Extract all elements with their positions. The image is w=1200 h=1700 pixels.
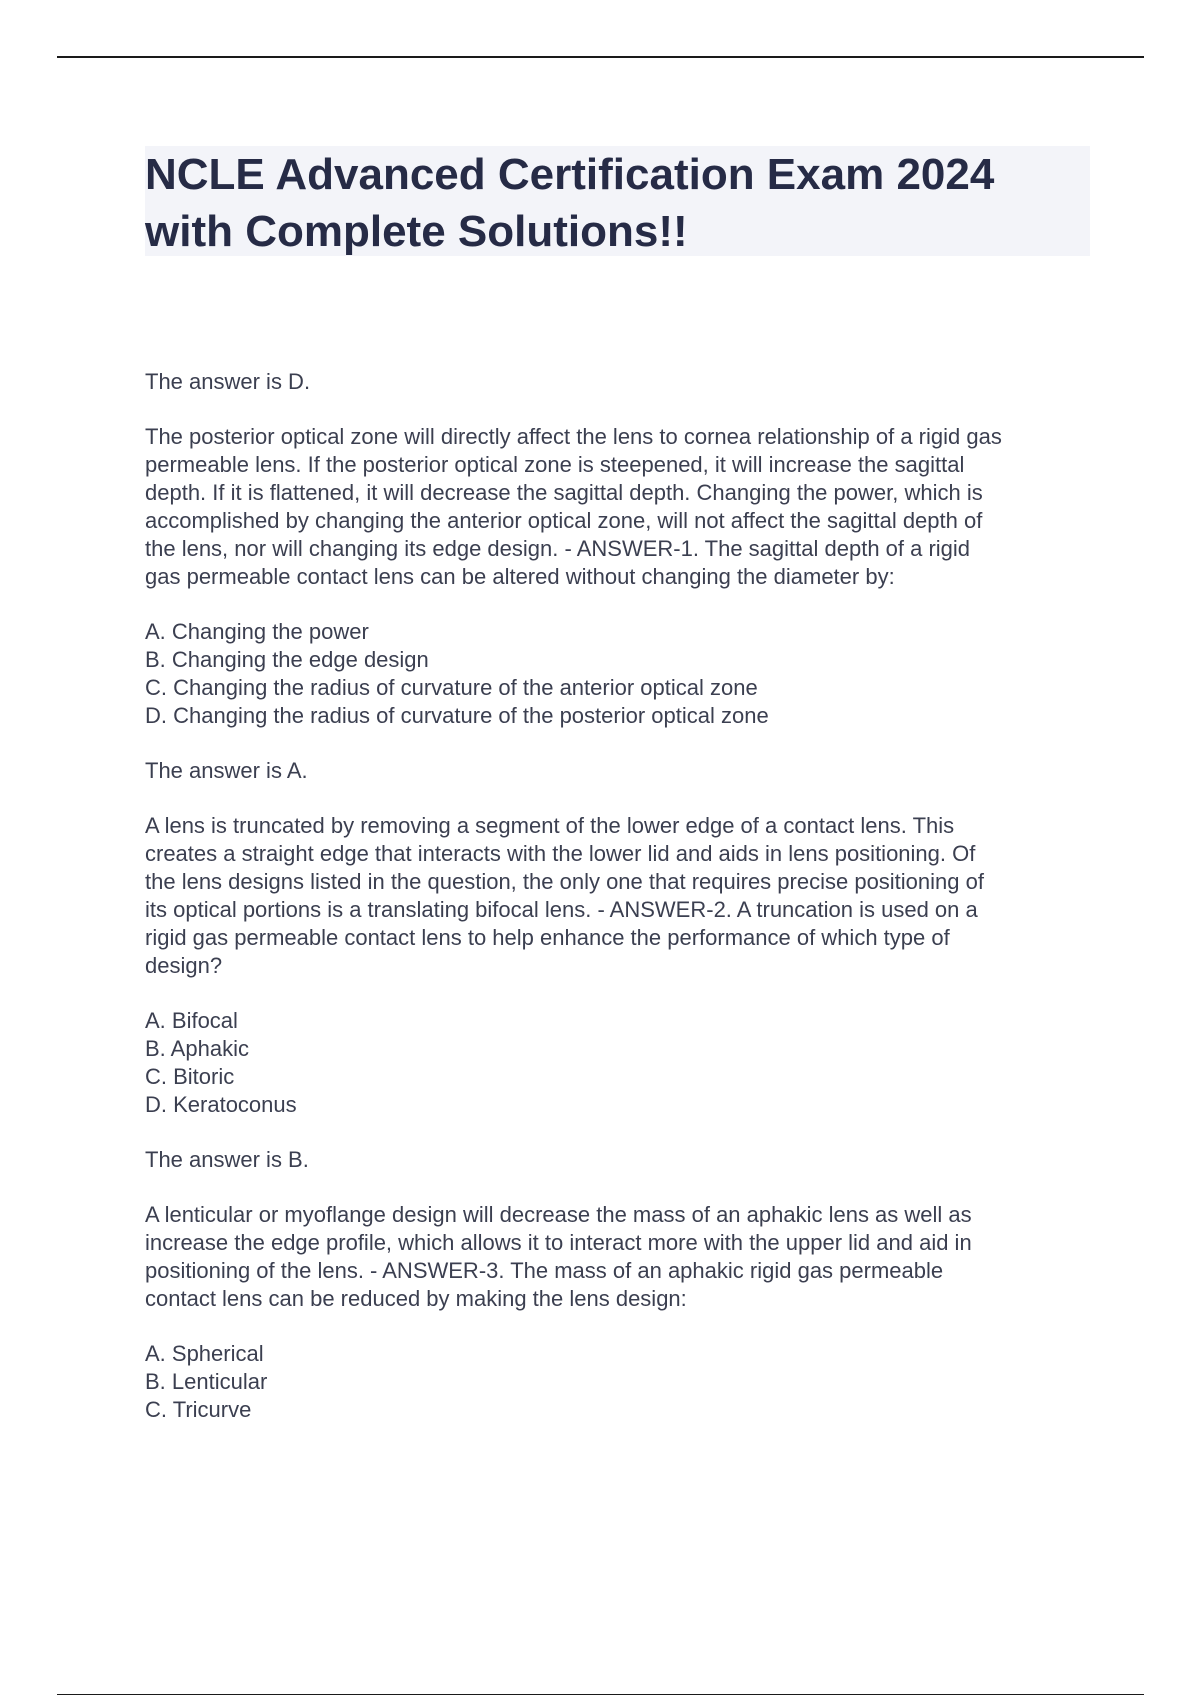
options-list [145, 618, 1095, 730]
option-item: A. Spherical [145, 1341, 264, 1366]
document-body [145, 368, 1095, 1451]
explanation-paragraph [145, 423, 1095, 591]
text-line: its optical portions is a translating bifocal lens. - ANSWER-2. A truncation is used on a [145, 897, 978, 922]
bottom-divider [57, 1694, 1144, 1695]
title-line-2: with Complete Solutions!! [145, 207, 688, 256]
text-line: The posterior optical zone will directly affect the lens to cornea relationship of a rigid gas [145, 424, 1002, 449]
text-line: design? [145, 953, 223, 978]
answer-statement: The answer is D. [145, 369, 311, 394]
option-item: A. Bifocal [145, 1008, 238, 1033]
title-line-1: NCLE Advanced Certification Exam 2024 [145, 150, 995, 199]
text-line: increase the edge profile, which allows it to interact more with the upper lid and aid in [145, 1230, 972, 1255]
text-line: gas permeable contact lens can be altered without changing the diameter by: [145, 564, 895, 589]
option-item: B. Changing the edge design [145, 647, 429, 672]
answer-statement: The answer is A. [145, 758, 308, 783]
option-item: A. Changing the power [145, 619, 369, 644]
qa-block [145, 368, 1095, 730]
option-item: C. Tricurve [145, 1397, 252, 1422]
text-line: positioning of the lens. - ANSWER-3. The mass of an aphakic rigid gas permeable [145, 1258, 944, 1283]
explanation-paragraph [145, 812, 1095, 980]
option-item: C. Changing the radius of curvature of the anterior optical zone [145, 675, 758, 700]
option-item: B. Lenticular [145, 1369, 268, 1394]
explanation-paragraph [145, 1201, 1095, 1313]
options-list [145, 1340, 1095, 1424]
text-line: the lens designs listed in the question, the only one that requires precise positioning of [145, 869, 984, 894]
text-line: the lens, nor will changing its edge design. - ANSWER-1. The sagittal depth of a rigid [145, 536, 971, 561]
options-list [145, 1007, 1095, 1119]
text-line: A lens is truncated by removing a segment of the lower edge of a contact lens. This [145, 813, 955, 838]
text-line: accomplished by changing the anterior optical zone, will not affect the sagittal depth of [145, 508, 983, 533]
option-item: C. Bitoric [145, 1064, 235, 1089]
option-item: D. Keratoconus [145, 1092, 297, 1117]
text-line: depth. If it is flattened, it will decrease the sagittal depth. Changing the power, which is [145, 480, 983, 505]
document-title [145, 146, 1090, 256]
text-line: creates a straight edge that interacts with the lower lid and aids in lens positioning. Of [145, 841, 976, 866]
qa-block [145, 1146, 1095, 1424]
option-item: D. Changing the radius of curvature of the posterior optical zone [145, 703, 769, 728]
option-item: B. Aphakic [145, 1036, 249, 1061]
text-line: A lenticular or myoflange design will decrease the mass of an aphakic lens as well as [145, 1202, 972, 1227]
text-line: permeable lens. If the posterior optical zone is steepened, it will increase the sagittal [145, 452, 965, 477]
top-divider [57, 56, 1144, 58]
text-line: rigid gas permeable contact lens to help enhance the performance of which type of [145, 925, 950, 950]
answer-statement: The answer is B. [145, 1147, 309, 1172]
qa-block [145, 757, 1095, 1119]
text-line: contact lens can be reduced by making the lens design: [145, 1286, 687, 1311]
